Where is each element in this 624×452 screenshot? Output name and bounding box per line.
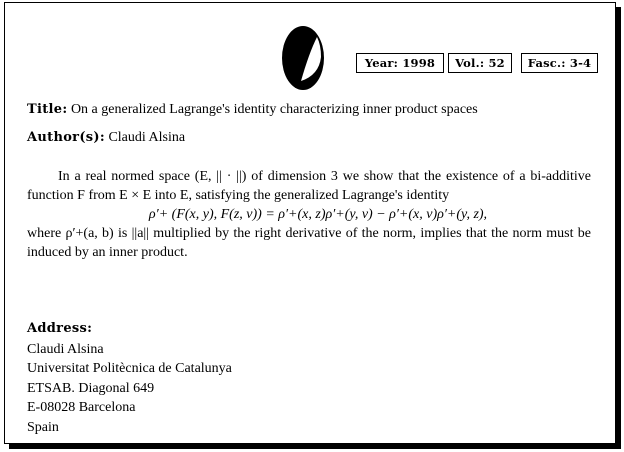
- author-names: Claudi Alsina: [108, 130, 186, 145]
- address-line: ETSAB. Diagonal 649: [27, 380, 155, 396]
- journal-logo-icon: [279, 23, 327, 93]
- address-block: [27, 319, 232, 437]
- address-line: Spain: [27, 419, 59, 435]
- paper-card: [4, 2, 616, 444]
- address-line: Universitat Politècnica de Catalunya: [27, 361, 232, 376]
- author-label: Author(s):: [27, 130, 105, 145]
- address-line: Claudi Alsina: [27, 341, 104, 357]
- abstract-paragraph-1: In a real normed space (E, || · ||) of dimension 3 we show that the existence of a bi-additive function F from E × E into E, satisfying the generalized Lagrange's identity: [27, 169, 591, 203]
- year-badge: Year: 1998: [356, 53, 444, 73]
- fascicle-badge: Fasc.: 3-4: [521, 53, 598, 73]
- address-line: E-08028 Barcelona: [27, 400, 136, 415]
- paper-title: On a generalized Lagrange's identity characterizing inner product spaces: [70, 102, 478, 117]
- lagrange-formula: ρ′+ (F(x, y), F(z, v)) = ρ′+(x, z)ρ′+(y, v) − ρ′+(x, v)ρ′+(y, z),: [148, 207, 488, 222]
- abstract: [27, 167, 591, 262]
- title-row: [27, 102, 478, 118]
- title-label: Title:: [27, 102, 68, 117]
- abstract-paragraph-2: where ρ′+(a, b) is ||a|| multiplied by the right derivative of the norm, implies that the norm must be induced by an inner product.: [27, 226, 591, 260]
- volume-badge: Vol.: 52: [448, 53, 512, 73]
- address-label: Address:: [27, 321, 93, 336]
- author-row: [27, 130, 185, 146]
